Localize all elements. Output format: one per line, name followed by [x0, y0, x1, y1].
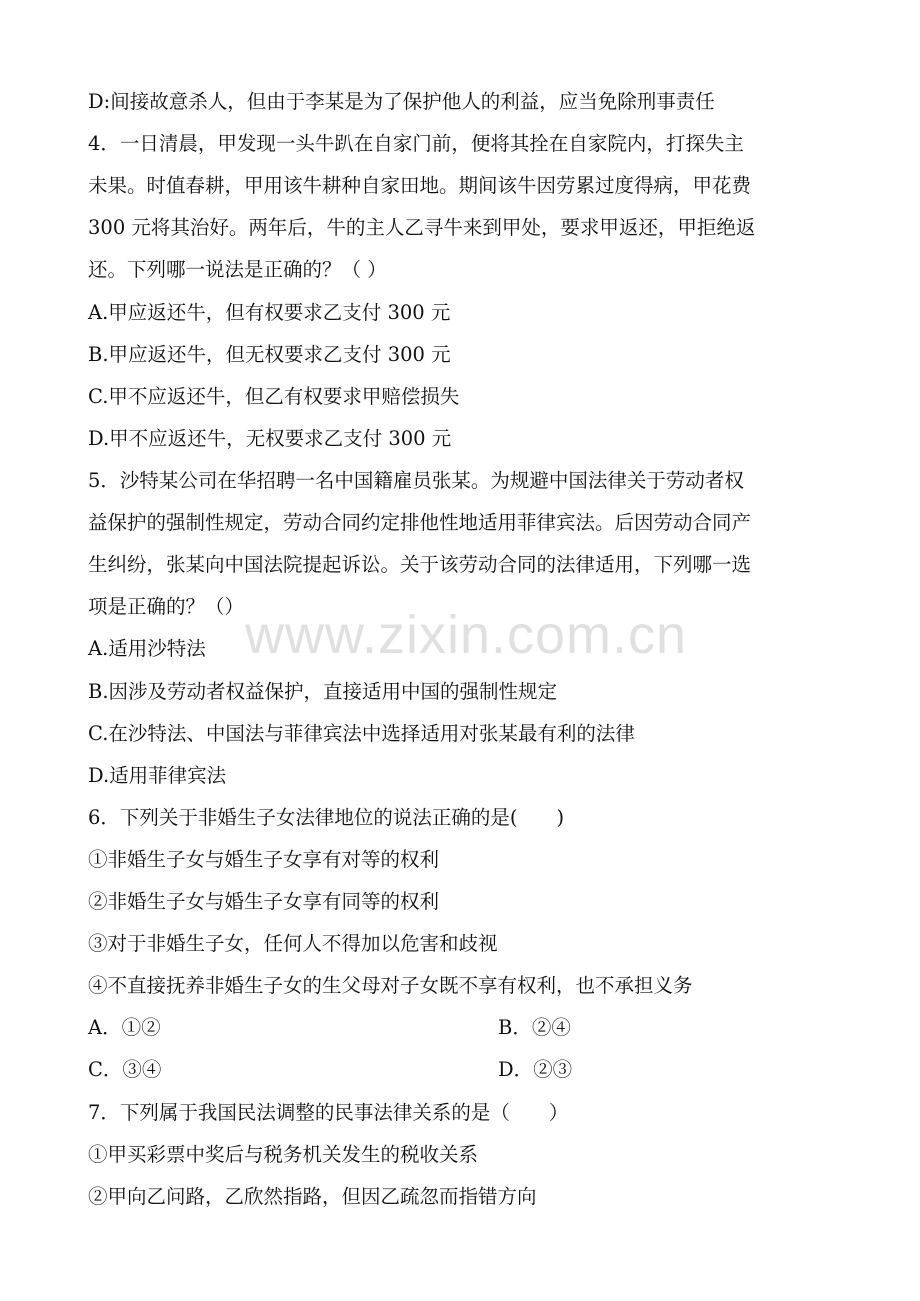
q6-option-a: A．①② — [88, 1016, 161, 1039]
q5-stem-line-1: 5．沙特某公司在华招聘一名中国籍雇员张某。为规避中国法律关于劳动者权 — [88, 469, 744, 492]
q4-option-d: D.甲不应返还牛，无权要求乙支付 300 元 — [88, 427, 452, 450]
q4-stem-line-1: 4．一日清晨，甲发现一头牛趴在自家门前，便将其拴在自家院内，打探失主 — [88, 132, 744, 155]
q5-stem-line-3: 生纠纷，张某向中国法院提起诉讼。关于该劳动合同的法律适用，下列哪一选 — [88, 553, 752, 576]
q5-option-c: C.在沙特法、中国法与菲律宾法中选择适用对张某最有利的法律 — [88, 722, 635, 745]
q4-option-b: B.甲应返还牛，但无权要求乙支付 300 元 — [88, 343, 451, 366]
q7-item-2: ②甲向乙问路，乙欣然指路，但因乙疏忽而指错方向 — [88, 1185, 537, 1208]
q6-item-3: ③对于非婚生子女，任何人不得加以危害和歧视 — [88, 932, 498, 955]
q7-item-1: ①甲买彩票中奖后与税务机关发生的税收关系 — [88, 1143, 479, 1166]
q4-option-c: C.甲不应返还牛，但乙有权要求甲赔偿损失 — [88, 385, 460, 408]
q4-stem-line-4: 还。下列哪一说法是正确的？（ ） — [88, 258, 387, 281]
q5-option-d: D.适用菲律宾法 — [88, 764, 227, 787]
q6-item-2: ②非婚生子女与婚生子女享有同等的权利 — [88, 890, 440, 913]
q4-stem-line-2: 未果。时值春耕，甲用该牛耕种自家田地。期间该牛因劳累过度得病，甲花费 — [88, 174, 752, 197]
q5-option-b: B.因涉及劳动者权益保护，直接适用中国的强制性规定 — [88, 680, 558, 703]
q3-option-d: D:间接故意杀人，但由于李某是为了保护他人的利益，应当免除刑事责任 — [88, 90, 715, 113]
q6-item-1: ①非婚生子女与婚生子女享有对等的权利 — [88, 848, 440, 871]
q5-stem-line-2: 益保护的强制性规定，劳动合同约定排他性地适用菲律宾法。后因劳动合同产 — [88, 511, 752, 534]
q6-option-b: B．②④ — [498, 1016, 571, 1039]
q7-stem: 7．下列属于我国民法调整的民事法律关系的是（ ） — [88, 1101, 569, 1124]
q6-option-c: C．③④ — [88, 1058, 162, 1081]
q6-stem: 6．下列关于非婚生子女法律地位的说法正确的是( ) — [88, 806, 565, 829]
q4-stem-line-3: 300 元将其治好。两年后，牛的主人乙寻牛来到甲处，要求甲返还，甲拒绝返 — [88, 216, 756, 239]
q6-option-d: D．②③ — [498, 1058, 573, 1081]
q4-option-a: A.甲应返还牛，但有权要求乙支付 300 元 — [88, 301, 451, 324]
q6-options-row-1 — [88, 1015, 838, 1041]
q6-item-4: ④不直接抚养非婚生子女的生父母对子女既不享有权利，也不承担义务 — [88, 974, 693, 997]
q5-stem-line-4: 项是正确的？（） — [88, 595, 245, 618]
watermark: www.zixin.com.cn — [244, 605, 688, 665]
q6-options-row-2 — [88, 1057, 838, 1083]
q5-option-a: A.适用沙特法 — [88, 637, 206, 660]
